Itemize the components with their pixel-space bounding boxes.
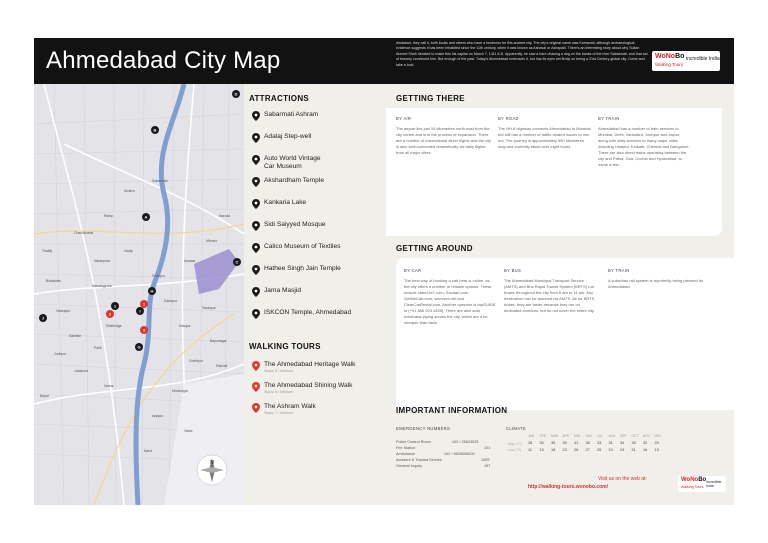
emergency-value: 102 / 9825008000 [444,452,475,456]
svg-text:G: G [137,344,141,350]
climate-low: 24 [608,448,613,452]
climate-month: NOV [643,434,650,438]
map-label: Narol [144,449,153,453]
by-bus-heading: BY BUS [504,268,522,273]
climate-low: 24 [620,448,625,452]
header-bar [34,38,734,84]
emergency-label: Accident & Trauma Service [396,458,442,462]
attractions-panel [244,84,386,505]
attraction-name: Sabarmati Ashram [264,111,319,118]
climate-low-label: Low (°C) [508,448,522,452]
map-label: Ellisbridge [106,324,122,328]
map-label: Memco [206,239,218,243]
climate-high: 39 [562,441,567,445]
emergency-value: 197 [484,464,491,468]
climate-month: OCT [631,434,639,438]
climate-low: 13 [539,448,544,452]
walking-tour-stops: Stops: 6 / Medium [264,390,293,394]
climate-month: MAR [551,434,559,438]
emergency-label: General Inquiry [396,464,422,468]
climate-low: 16 [643,448,648,452]
map-label: Rakhial [216,364,228,368]
climate-high: 35 [551,441,556,445]
svg-text:D: D [234,91,238,97]
climate-low: 25 [597,448,602,452]
by-train-heading: BY TRAIN [598,116,620,121]
by-road-heading: BY ROAD [498,116,519,121]
svg-text:3: 3 [142,327,146,333]
svg-text:1: 1 [113,303,117,309]
svg-text:2: 2 [108,311,112,317]
map-label: Thaltej [42,249,53,253]
climate-low: 11 [528,448,532,452]
map-label: Dariapur [164,299,178,303]
city-map[interactable] [34,84,244,505]
map-label: Bopal [40,394,49,398]
logo-tagline: Walking Tours [655,62,684,67]
svg-text:A: A [144,214,148,220]
red-pin-icon [252,403,260,413]
map-graphic [34,84,244,505]
map-label: Bapunagar [210,339,227,343]
red-pin-icon [252,361,260,371]
climate-month: FEB [539,434,546,438]
emergency-value: 1099 [481,458,490,462]
climate-month: DEC [654,434,662,438]
important-info-heading: IMPORTANT INFORMATION [396,406,508,415]
climate-high: 34 [620,441,625,445]
map-pin-icon [252,199,260,209]
attraction-name: ISKCON Temple, Ahmedabad [264,309,352,316]
walking-tour-stops: Stops: 6 / Medium [264,369,293,373]
map-label: Vadaj [124,249,133,253]
svg-text:I: I [139,308,141,314]
emergency-label: Ambulance [396,452,415,456]
getting-around-box [396,258,734,410]
incredible-india-logo: incredible India [706,480,722,488]
attraction-name: Kankaria Lake [264,199,307,206]
climate-month: JUN [585,434,592,438]
climate-high: 35 [631,441,636,445]
map-label: Vatva [184,429,193,433]
climate-low: 13 [654,448,659,452]
map-pin-icon [252,287,260,297]
map-pin-icon [252,111,260,121]
map-label: Motera [124,189,135,193]
map-label: Paldi [94,346,102,350]
attraction-name: Adalaj Step-well [264,133,312,140]
city-map-sheet [34,38,734,505]
map-pin-icon [252,221,260,231]
walking-tours-heading: WALKING TOURS [249,342,321,351]
map-label: Asarwa [184,259,196,263]
walking-tour-name: The Ashram Walk [264,403,316,410]
map-pin-icon [252,265,260,275]
by-road-text: The NH-8 highway connects Ahmedabad to Mumbai, but still has a number of traffic-related issues to iron out. The journey is approximately 550 kilometres long and currently takes over eight hours. [498,126,592,149]
walking-tour-name: The Ahmedabad Shining Walk [264,382,353,389]
climate-high: 29 [654,441,659,445]
climate-high: 31 [608,441,613,445]
map-label: Navrangpura [92,284,112,288]
svg-text:B: B [153,127,157,133]
map-pin-icon [252,243,260,253]
wonobo-logo[interactable] [652,51,720,71]
attraction-name: Hathee Singh Jain Temple [264,265,341,272]
by-train-around-text: A suburban rail system is reportedly being planned for Ahmedabad. [608,278,704,289]
svg-text:H: H [150,288,154,294]
emergency-value: 101 [484,446,491,450]
map-label: Satellite [69,334,82,338]
svg-text:N: N [210,460,214,466]
map-label: Chandkheda [74,231,94,235]
getting-there-heading: GETTING THERE [396,94,465,103]
svg-text:C: C [235,259,239,265]
map-pin-icon [252,133,260,143]
getting-there-box [386,108,722,236]
climate-high: 28 [528,441,533,445]
climate-high: 32 [643,441,648,445]
attraction-name: Calico Museum of Textiles [264,243,341,250]
climate-high: 33 [597,441,602,445]
map-label: Vasna [104,384,114,388]
incredible-india-logo: incredible India [686,56,720,62]
map-label: Naranpura [94,259,111,263]
emergency-label: Police Control Room [396,440,431,444]
climate-month: JUL [597,434,603,438]
map-label: Juhapura [74,369,89,373]
by-train-text: Ahmedabad has a number of train services to Mumbai, Delhi, Vadodara, Jodhpur and Jaipur, along with daily services to many major cities including Udaipur, Kolkata, Chennai and Bangalore. There are also direct trains operating between the city and Patna, Goa, Cochin and Hyderabad, to name a few. [598,126,690,167]
climate-low: 23 [562,448,567,452]
emergency-value: 100 / 25623925 [452,440,479,444]
wonobo-footer-logo[interactable] [678,476,726,492]
map-label: Maninagar [172,389,189,393]
climate-high: 41 [574,441,579,445]
by-air-text: The airport lies just 15 kilometres north-east from the city centre and is in the process of expansion. There are a number of international direct flights and the city is also well-connected domestically via daily flights from all major cities. [396,126,492,155]
by-car-heading: BY CAR [404,268,422,273]
map-label: Jodhpur [54,352,67,356]
logo-wordmark: WoNoBo [655,53,685,60]
map-label: Saraspur [202,306,216,310]
map-label: Vastrapur [56,309,71,313]
map-pin-icon [252,177,260,187]
climate-heading: CLIMATE [506,426,526,431]
attraction-name: Akshardham Temple [264,177,324,184]
map-label: Kalupur [179,324,191,328]
attractions-heading: ATTRACTIONS [249,94,310,103]
intro-text: dindabad, they call it, both locals and others who have a fondness for this ancient city. The city's original name was Karnavati, although archaeological evidence suggests it has been inhabited since the 11th century, when it was known as Ashaval or Ashapalli. There's an interesting story about why Sultan Ahmed Shah decided to make this his capital on March 7, 1411 A.D. Apparently, he saw a hare chasing a dog on the banks of the river Sabarmati, and that act of bravery convinced him. But enough of the past. Today's Ahmedabad embraces it, but has its eyes set firmly on being a 21st Century global city. Come and take a look. [396,41,648,67]
emergency-label: Fire Station [396,446,416,450]
attraction-name: Auto World Vintage [264,155,321,162]
attraction-name-line2: Car Museum [264,163,302,170]
map-pin-icon [252,309,260,319]
by-train-around-heading: BY TRAIN [608,268,630,273]
walking-tour-name: The Ahmedabad Heritage Walk [264,361,356,368]
climate-month: SEP [620,434,627,438]
climate-month: MAY [574,434,581,438]
by-car-text: The best way of booking a cab here is online, as the city offers a number of reliable options. These include cabs24x7.com, Savaari.com, GetMeCab.com, savnrent.net and ClearCarRental.com. Another operator is tapGUIDE in (+91 886 023 4455). There are also auto rickshaws plying across the city, which are a lot cheaper than taxis. [404,278,496,325]
map-label: Gomtipur [189,359,203,363]
climate-low: 18 [551,448,556,452]
svg-text:1: 1 [142,301,146,307]
logo-wordmark: WoNoBo [681,477,707,483]
visit-text: Visit us on the web at: [598,476,647,482]
climate-high-label: High (°C) [508,442,522,446]
info-panel [386,84,734,505]
by-bus-text: The Ahmedabad Municipal Transport Service (AMTS) and Bus Rapid Transit System (BRTS) run buses throughout the city from 6 am to 11 pm. Any destination can be reached via AMTS. As for BRTS buses, they are faster because they run on dedicated corridors, but do not cover the entire city. [504,278,595,313]
attraction-name: Sidi Saiyyed Mosque [264,221,326,228]
climate-month: AUG [608,434,616,438]
climate-low: 26 [574,448,579,452]
climate-month: APR [562,434,570,438]
climate-low: 27 [585,448,590,452]
visit-url[interactable]: http://walking-tours.wonobo.com/ [528,484,608,490]
logo-tagline: Walking Tours [681,485,704,489]
map-label: Isanpur [152,414,164,418]
emergency-heading: EMERGENCY NUMBERS [396,426,451,431]
page-title: Ahmedabad City Map [46,47,281,74]
climate-low: 21 [631,448,636,452]
map-label: Bodakdev [46,279,62,283]
compass [197,455,227,485]
walking-tour-stops: Stops: 7 / Medium [264,411,293,415]
red-pin-icon [252,382,260,392]
attraction-name: Jama Masjid [264,287,302,294]
climate-month: JAN [528,434,535,438]
map-label: Ranip [104,214,113,218]
by-air-heading: BY AIR [396,116,412,121]
map-label: Sabarmati [152,179,168,183]
svg-text:J: J [41,315,45,321]
climate-high: 38 [585,441,590,445]
map-pin-icon [252,155,260,165]
map-label: Shahpur [152,274,165,278]
getting-around-heading: GETTING AROUND [396,244,473,253]
climate-high: 30 [539,441,544,445]
map-label: Naroda [219,214,231,218]
